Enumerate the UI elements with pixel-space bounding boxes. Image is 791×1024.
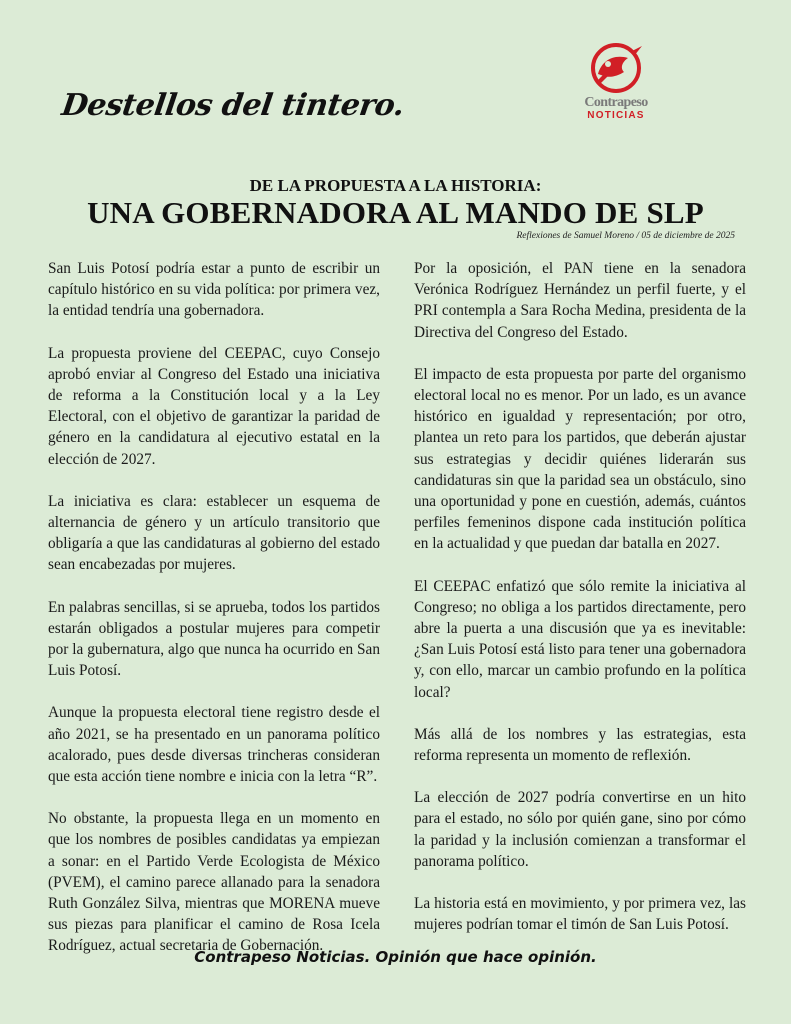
article-byline: Reflexiones de Samuel Moreno / 05 de diciembre de 2025 (516, 231, 735, 241)
contrapeso-emblem-icon (584, 42, 648, 94)
paragraph: La iniciativa es clara: establecer un esquema de alternancia de género y un artículo transitorio que obligaría a que las candidaturas al gobierno del estado sean encabezadas por mujeres. (48, 492, 380, 574)
article-column-left (48, 258, 380, 978)
paragraph: La elección de 2027 podría convertirse en un hito para el estado, no sólo por quién gane, sino por cómo la paridad y la inclusión comienzan a transformar el panorama político. (414, 789, 746, 870)
article-kicker: DE LA PROPUESTA A LA HISTORIA: (249, 176, 542, 195)
paragraph: El impacto de esta propuesta por parte del organismo electoral local no es menor. Por un lado, es un avance histórico en igualdad y representación; por otro, plantea un reto para los partidos, que deberán ajustar sus estrategias y decidir quiénes liderarán sus candidaturas sin que la paridad sea un obstáculo, sino una oportunidad y pone en cuestión, además, cuántos perfiles femeninos dispone cada institución política en la actualidad y que puedan dar batalla en 2027. (414, 365, 746, 553)
footer-tagline: Contrapeso Noticias. Opinión que hace opinión. (194, 948, 597, 966)
article-column-right (414, 258, 746, 956)
paragraph: En palabras sencillas, si se aprueba, todos los partidos estarán obligados a postular mujeres para competir por la gubernatura, algo que nunca ha ocurrido en San Luis Potosí. (48, 598, 380, 680)
paragraph: Aunque la propuesta electoral tiene registro desde el año 2021, se ha presentado en un panorama político acalorado, pues desde diversas trincheras consideran que esta acción tiene nombre e inicia con la letra “R”. (48, 704, 380, 786)
article-headline: UNA GOBERNADORA AL MANDO DE SLP (87, 195, 704, 230)
paragraph: Por la oposición, el PAN tiene en la senadora Verónica Rodríguez Hernández un perfil fuerte, y el PRI contempla a Sara Rocha Medina, presidenta de la Directiva del Congreso del Estado. (414, 260, 746, 341)
contrapeso-logo (574, 42, 658, 124)
paragraph: No obstante, la propuesta llega en un momento en que los nombres de posibles candidatas ya empiezan a sonar: en el Partido Verde Ecologista de México (PVEM), el camino parece allanado para la senadora Ruth González Silva, mientras que MORENA mueve sus piezas para planificar el camino de Rosa Icela Rodríguez, actual secretaria de Gobernación. (48, 810, 380, 955)
paragraph: La propuesta proviene del CEEPAC, cuyo Consejo aprobó enviar al Congreso del Estado una iniciativa de reforma a la Constitución local y a la Ley Electoral, con el objetivo de garantizar la paridad de género en la candidatura al ejecutivo estatal en la elección de 2027. (48, 344, 380, 468)
paragraph: San Luis Potosí podría estar a punto de escribir un capítulo histórico en su vida política: por primera vez, la entidad tendría una gobernadora. (48, 260, 380, 320)
paragraph: La historia está en movimiento, y por primera vez, las mujeres podrían tomar el timón de San Luis Potosí. (414, 895, 746, 934)
logo-name: Contrapeso (584, 95, 648, 110)
logo-subtitle: NOTICIAS (587, 110, 645, 121)
paragraph: Más allá de los nombres y las estrategias, esta reforma representa un momento de reflexión. (414, 725, 746, 765)
masthead-title: Destellos del tintero. (59, 88, 407, 123)
paragraph: El CEEPAC enfatizó que sólo remite la iniciativa al Congreso; no obliga a los partidos directamente, pero abre la puerta a una discusión que ya es inevitable: ¿San Luis Potosí está listo para tener una gobernadora y, con ello, marcar un cambio profundo en la política local? (414, 577, 746, 701)
